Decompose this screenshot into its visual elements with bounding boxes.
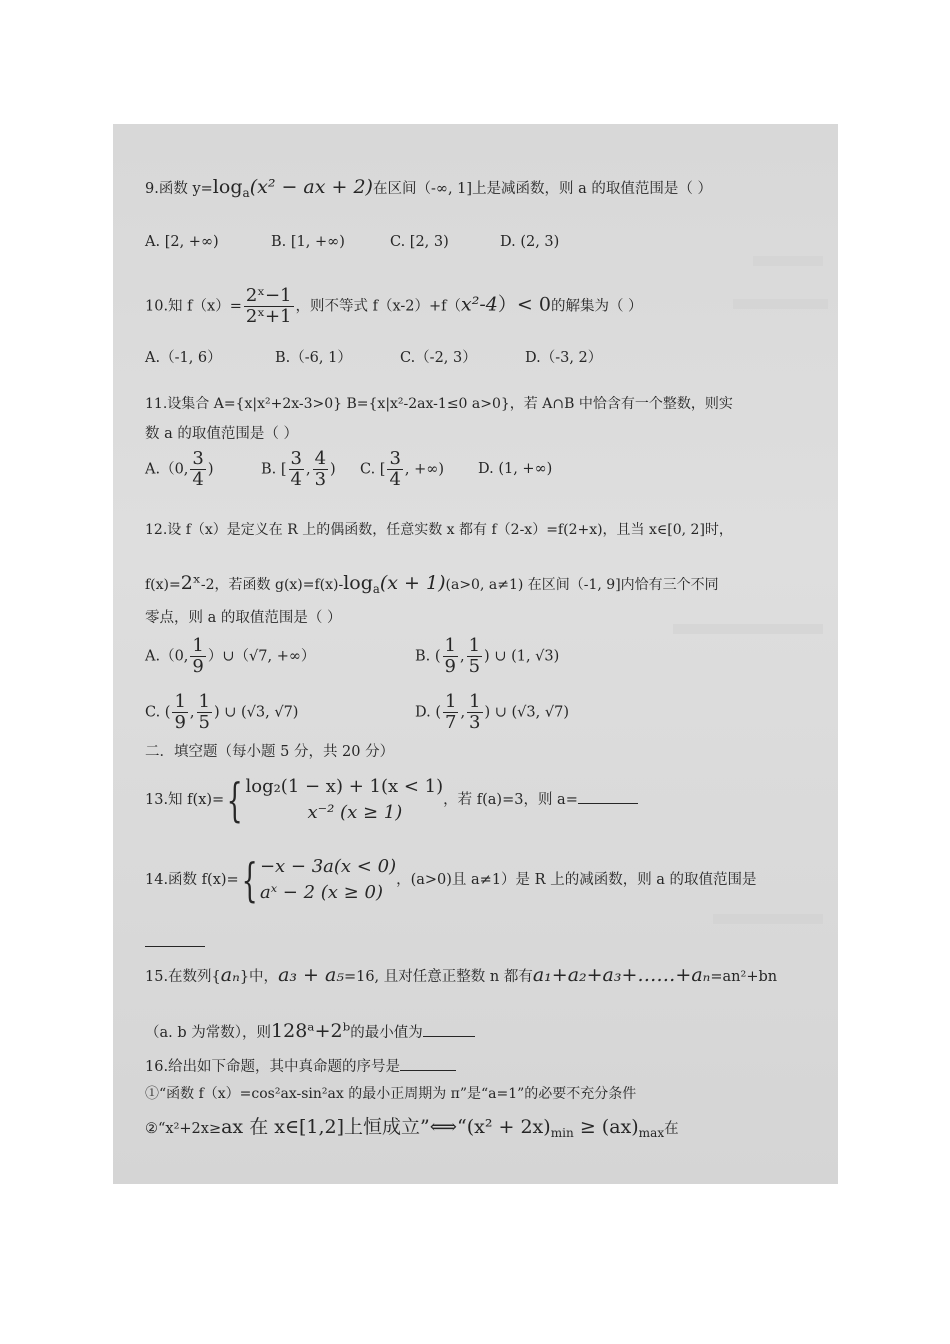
q13-answer-blank[interactable]: [578, 803, 638, 804]
bleed-through-mark: [713, 914, 823, 924]
q15-stem-line1: 15.在数列{aₙ}中，a₃ + a₅=16, 且对任意正整数 n 都有a₁+a₂+a₃+……+aₙ=an²+bn: [145, 964, 778, 986]
q16-stem: 16.给出如下命题，其中真命题的序号是: [145, 1059, 456, 1076]
q9-option-d: D. (2, 3): [500, 234, 560, 250]
q14-piecewise: −x − 3a(x < 0) aˣ − 2 (x ≥ 0): [259, 856, 397, 904]
q12-stem-line3: 零点，则 a 的取值范围是（ ）: [145, 610, 342, 626]
q9-options: [145, 234, 805, 258]
q13-stem: 13.知 f(x)={ log₂(1 − x) + 1(x < 1) x⁻² (x ≥ 1) ，若 f(a)=3，则 a=: [145, 774, 638, 826]
q11-options: [145, 449, 805, 499]
q11-option-b: B. [ $\frac{3}{4}$ , $\frac{4}{3}$ ): [261, 448, 336, 490]
q12-options-row2: [145, 692, 805, 740]
q16-answer-blank[interactable]: [400, 1070, 456, 1071]
bleed-through-mark: [733, 299, 828, 309]
q12-option-c: C. ( $\frac{1}{9}$ , $\frac{1}{5}$ ) ∪ (√3, √7): [145, 691, 299, 733]
q16-item-1: ①“函数 f（x）=cos²ax-sin²ax 的最小正周期为 π”是“a=1”的必要不充分条件: [145, 1086, 637, 1102]
q9-option-b: B. [1, +∞): [271, 234, 345, 250]
q10-option-d: D.（-3, 2）: [525, 350, 603, 366]
q11-option-a: A.（0, $\frac{3}{4}$ ): [145, 448, 214, 490]
q12-options-row1: [145, 636, 805, 684]
brace-icon: {: [241, 853, 258, 908]
q14-answer-line: [145, 932, 205, 952]
q11-stem-line1: 11.设集合 A={x|x²+2x-3>0} B={x|x²-2ax-1≤0 a>0}，若 A∩B 中恰含有一个整数，则实: [145, 396, 733, 412]
q14-stem: 14.函数 f(x)={ −x − 3a(x < 0) aˣ − 2 (x ≥ 0) ，(a>0)且 a≠1）是 R 上的减函数，则 a 的取值范围是: [145, 853, 757, 908]
q10-stem: 10.知 f（x）= $\frac{\text{2ˣ−1}}{\text{2ˣ+1}}$ ，则不等式 f（x-2）+f（x²-4）< 0的解集为（ ）: [145, 285, 643, 327]
brace-icon: {: [226, 773, 243, 828]
q16-item-2: ②“x²+2x≥ax 在 x∈[1,2]上恒成立”⟺“(x² + $2x)_{min} \ge (ax)_{max}$在: [145, 1116, 679, 1140]
section-heading: 二．填空题（每小题 5 分，共 20 分）: [145, 744, 395, 760]
q12-option-b: B. ( $\frac{1}{9}$ , $\frac{1}{5}$ ) ∪ (1, √3): [415, 635, 560, 677]
q11-stem-line2: 数 a 的取值范围是（ ）: [145, 426, 298, 442]
q14-answer-blank[interactable]: [145, 932, 205, 947]
q9-stem: 9.函数 $y=\log_a(x^2$ − ax + 2)在区间（-∞, 1]上是减函数，则 a 的取值范围是（ ）: [145, 176, 713, 200]
q13-piecewise: log₂(1 − x) + 1(x < 1) x⁻² (x ≥ 1): [245, 776, 444, 824]
q9-option-c: C. [2, 3): [390, 234, 449, 250]
q12-stem-line2: f(x)=2ˣ-2，若函数 $g(x)=f(x)-\log_a(x + 1)(a>0$, a≠1) 在区间（-1, 9]内恰有三个不同: [145, 572, 719, 596]
q12-option-d: D. ( $\frac{1}{7}$ , $\frac{1}{3}$ ) ∪ (√3, √7): [415, 691, 569, 733]
q10-option-c: C.（-2, 3）: [400, 350, 477, 366]
q9-option-a: A. [2, +∞): [145, 234, 219, 250]
q15-stem-line2: （a. b 为常数），则128ᵃ+2ᵇ的最小值为: [145, 1020, 475, 1043]
q12-option-a: A.（0, $\frac{1}{9}$ ）∪（√7, +∞）: [145, 635, 316, 677]
q10-option-b: B.（-6, 1）: [275, 350, 352, 366]
q15-answer-blank[interactable]: [423, 1036, 475, 1037]
exam-paper: [113, 124, 838, 1184]
q10-fraction: $\frac{\text{2ˣ−1}}{\text{2ˣ+1}}$: [245, 285, 292, 327]
q11-option-c: C. [ $\frac{3}{4}$ , +∞): [360, 448, 445, 490]
bleed-through-mark: [673, 624, 823, 634]
q11-option-d: D. (1, +∞): [478, 461, 553, 477]
q12-stem-line1: 12.设 f（x）是定义在 R 上的偶函数，任意实数 x 都有 f（2-x）=f(2+x)，且当 x∈[0, 2]时，: [145, 522, 733, 538]
q10-option-a: A.（-1, 6）: [145, 350, 222, 366]
q10-options: [145, 350, 805, 374]
